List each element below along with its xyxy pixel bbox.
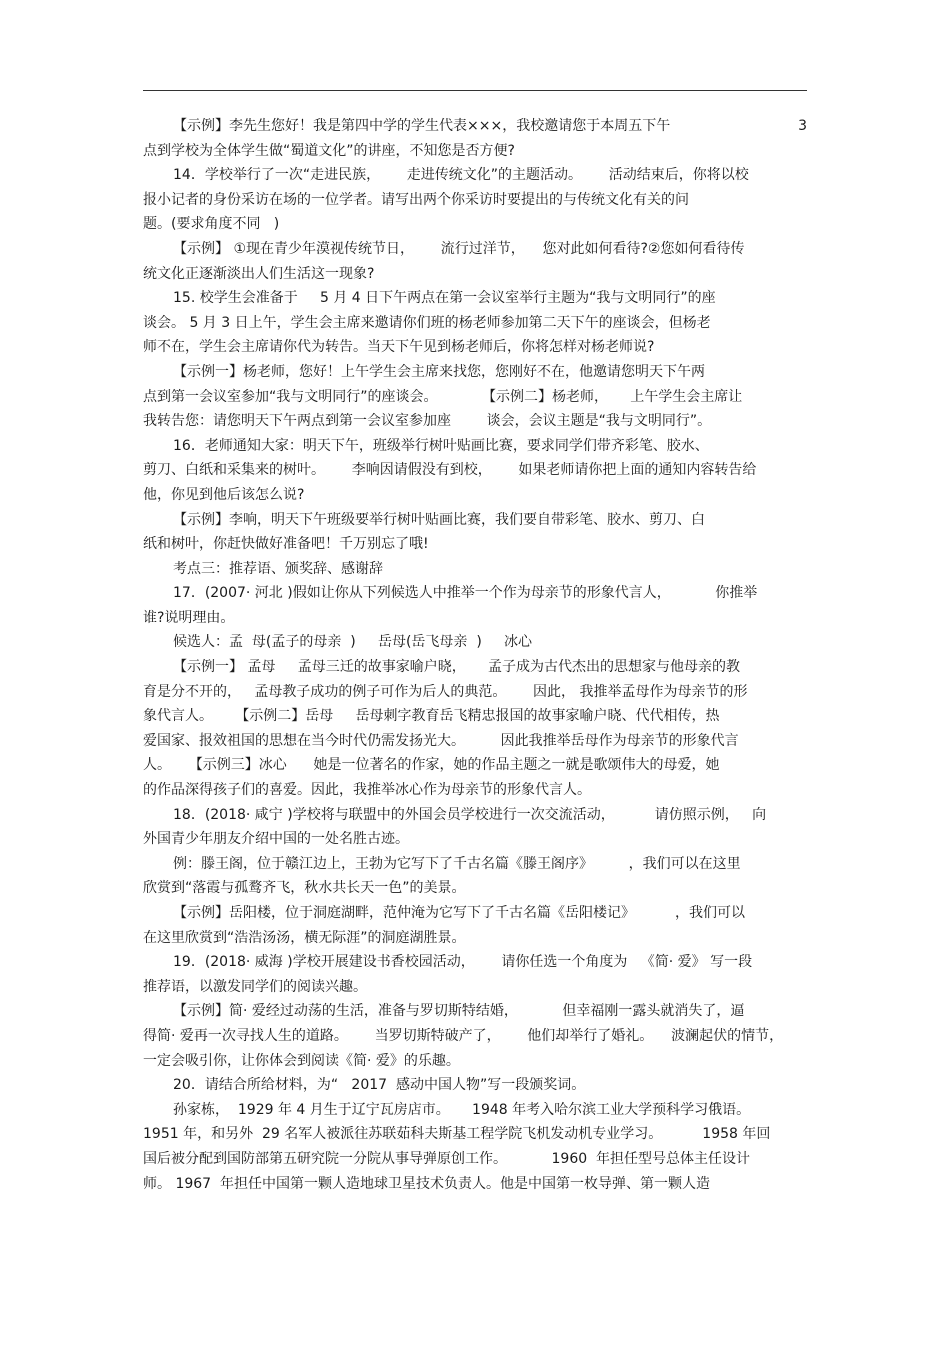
text-line: 报小记者的身份采访在场的一位学者。请写出两个你采访时要提出的与传统文化有关的问 bbox=[143, 191, 689, 208]
line-text: 【示例】李先生您好！我是第四中学的学生代表×××，我校邀请您于本周五下午 bbox=[173, 118, 671, 134]
question-15: 15. 校学生会准备于 5 月 4 日下午两点在第一会议室举行主题为“我与文明同行”的座 bbox=[173, 290, 716, 307]
text-line: 国后被分配到国防部第五研究院一分院从事导弹原创工作。 1960 年担任型号总体主任设计 bbox=[143, 1150, 751, 1167]
text-line: 剪刀、白纸和采集来的树叶。 李响因请假没有到校， 如果老师请你把上面的通知内容转告给 bbox=[143, 462, 757, 479]
text-line bbox=[143, 114, 807, 139]
text-line: 外国青少年朋友介绍中国的一处名胜古迹。 bbox=[143, 831, 409, 848]
header-rule bbox=[143, 90, 807, 91]
example-line: 【示例】李响，明天下午班级要举行树叶贴画比赛，我们要自带彩笔、胶水、剪刀、白 bbox=[173, 511, 705, 528]
text-line: 的作品深得孩子们的喜爱。因此，我推举冰心作为母亲节的形象代言人。 bbox=[143, 782, 591, 799]
section-heading: 考点三：推荐语、颁奖辞、感谢辞 bbox=[173, 560, 383, 577]
text-line: 谈会。 5 月 3 日上午，学生会主席来邀请你们班的杨老师参加第二天下午的座谈会，但杨老 bbox=[143, 314, 711, 331]
text-line: 师不在，学生会主席请你代为转告。当天下午见到杨老师后，你将怎样对杨老师说? bbox=[143, 339, 655, 356]
example-line: 【示例一】杨老师，您好！上午学生会主席来找您，您刚好不在，他邀请您明天下午两 bbox=[173, 363, 705, 380]
question-19: 19．(2018· 威海 )学校开展建设书香校园活动， 请你任选一个角度为 《简· 爱》 写一段 bbox=[173, 954, 753, 971]
example-line: 【示例一】 孟母 孟母三迁的故事家喻户晓， 孟子成为古代杰出的思想家与他母亲的教 bbox=[173, 659, 740, 676]
text-line: 1951 年，和另外 29 名军人被派往苏联茹科夫斯基工程学院飞机发动机专业学习。 1958 年回 bbox=[143, 1126, 771, 1143]
text-line: 题。(要求角度不同 ) bbox=[143, 216, 280, 233]
text-line: 点到学校为全体学生做“蜀道文化”的讲座，不知您是否方便? bbox=[143, 142, 515, 159]
document-body bbox=[143, 114, 807, 1196]
text-line: 师。 1967 年担任中国第一颗人造地球卫星技术负责人。他是中国第一枚导弹、第一颗人造 bbox=[143, 1175, 710, 1192]
text-line: 在这里欣赏到“浩浩汤汤，横无际涯”的洞庭湖胜景。 bbox=[143, 929, 466, 946]
text-line: 推荐语，以激发同学们的阅读兴趣。 bbox=[143, 978, 367, 995]
line-tail-number: 3 bbox=[798, 118, 807, 134]
text-line: 育是分不开的， 孟母教子成功的例子可作为后人的典范。 因此， 我推举孟母作为母亲节的形 bbox=[143, 683, 748, 700]
example-line: 例：滕王阁，位于赣江边上，王勃为它写下了千古名篇《滕王阁序》 ，我们可以在这里 bbox=[173, 855, 741, 872]
question-20: 20．请结合所给材料，为“ 2017 感动中国人物”写一段颁奖词。 bbox=[173, 1077, 586, 1094]
candidates-line: 候选人：孟 母(孟子的母亲 ) 岳母(岳飞母亲 ) 冰心 bbox=[173, 634, 533, 651]
text-line: 爱国家、报效祖国的思想在当今时代仍需发扬光大。 因此我推举岳母作为母亲节的形象代言 bbox=[143, 732, 739, 749]
question-17: 17．(2007· 河北 )假如让你从下列候选人中推举一个作为母亲节的形象代言人， 你推举 bbox=[173, 585, 758, 602]
text-line: 统文化正逐渐淡出人们生活这一现象? bbox=[143, 265, 375, 282]
example-line: 【示例】简· 爱经过动荡的生活，准备与罗切斯特结婚， 但幸福刚一露头就消失了，逼 bbox=[173, 1003, 745, 1020]
example-line: 【示例】 ①现在青少年漠视传统节日， 流行过洋节， 您对此如何看待?②您如何看待传 bbox=[173, 240, 745, 257]
text-line: 谁?说明理由。 bbox=[143, 609, 235, 626]
text-line: 纸和树叶，你赶快做好准备吧！千万别忘了哦! bbox=[143, 536, 429, 553]
text-line: 点到第一会议室参加“我与文明同行”的座谈会。 【示例二】杨老师， 上午学生会主席让 bbox=[143, 388, 743, 405]
text-line: 人。 【示例三】冰心 她是一位著名的作家，她的作品主题之一就是歌颂伟大的母爱，她 bbox=[143, 757, 720, 774]
text-line: 欣赏到“落霞与孤鹜齐飞，秋水共长天一色”的美景。 bbox=[143, 880, 466, 897]
text-line: 他，你见到他后该怎么说? bbox=[143, 486, 305, 503]
text-line: 我转告您：请您明天下午两点到第一会议室参加座 谈会，会议主题是“我与文明同行”。 bbox=[143, 413, 712, 430]
text-line: 象代言人。 【示例二】岳母 岳母刺字教育岳飞精忠报国的故事家喻户晓、代代相传，热 bbox=[143, 708, 720, 725]
question-18: 18．(2018· 咸宁 )学校将与联盟中的外国会员学校进行一次交流活动， 请仿照示例， 向 bbox=[173, 806, 767, 823]
question-16: 16．老师通知大家：明天下午，班级举行树叶贴画比赛，要求同学们带齐彩笔、胶水、 bbox=[173, 437, 709, 454]
material-line: 孙家栋， 1929 年 4 月生于辽宁瓦房店市。 1948 年考入哈尔滨工业大学预科学习俄语。 bbox=[173, 1101, 751, 1118]
text-line: 一定会吸引你，让你体会到阅读《简· 爱》的乐趣。 bbox=[143, 1052, 460, 1069]
question-14: 14．学校举行了一次“走进民族， 走进传统文化”的主题活动。 活动结束后，你将以校 bbox=[173, 167, 749, 184]
example-line: 【示例】岳阳楼，位于洞庭湖畔，范仲淹为它写下了千古名篇《岳阳楼记》 ，我们可以 bbox=[173, 905, 746, 921]
text-line: 得简· 爱再一次寻找人生的道路。 当罗切斯特破产了， 他们却举行了婚礼。 波澜起伏的情节， bbox=[143, 1027, 784, 1044]
